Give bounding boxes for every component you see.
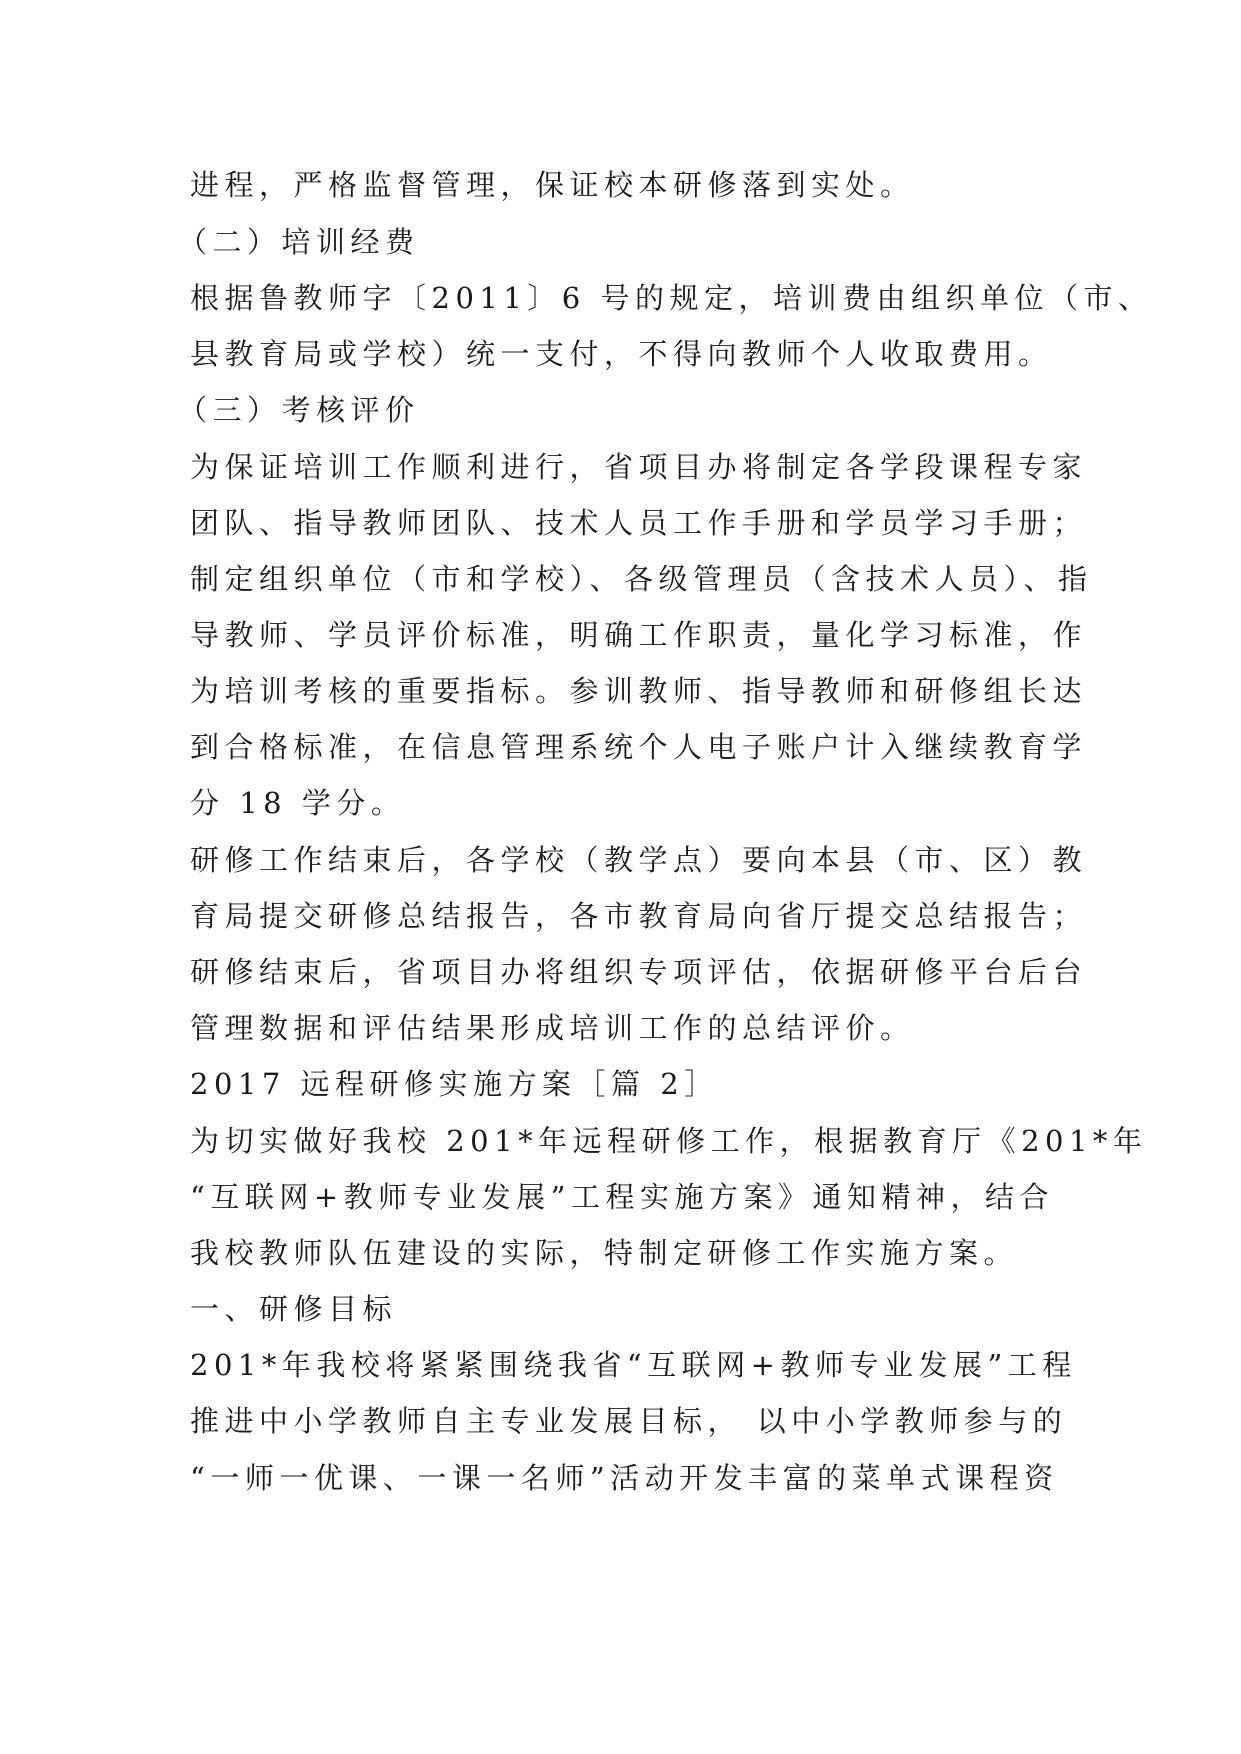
text-line: 制定组织单位（市和学校）、各级管理员（含技术人员）、指 bbox=[190, 562, 1093, 596]
text-line: 分 18 学分。 bbox=[190, 786, 406, 820]
text-line: 育局提交研修总结报告，各市教育局向省厅提交总结报告； bbox=[190, 899, 1088, 933]
text-line: 为培训考核的重要指标。参训教师、指导教师和研修组长达 bbox=[190, 674, 1088, 708]
text-line: 研修结束后，省项目办将组织专项评估，依据研修平台后台 bbox=[190, 955, 1088, 989]
text-line: 导教师、学员评价标准，明确工作职责，量化学习标准，作 bbox=[190, 618, 1088, 652]
text-line: 到合格标准，在信息管理系统个人电子账户计入继续教育学 bbox=[190, 730, 1088, 764]
text-line: 201*年我校将紧紧围绕我省“互联网+教师专业发展”工程 bbox=[190, 1348, 1077, 1382]
text-line: “一师一优课、一课一名师”活动开发丰富的菜单式课程资 bbox=[190, 1461, 1059, 1495]
text-line: 管理数据和评估结果形成培训工作的总结评价。 bbox=[190, 1011, 915, 1045]
text-line: 为切实做好我校 201*年远程研修工作，根据教育厅《201*年 bbox=[190, 1124, 1148, 1158]
text-line: 为保证培训工作顺利进行，省项目办将制定各学段课程专家 bbox=[190, 450, 1088, 484]
text-line: 研修工作结束后，各学校（教学点）要向本县（市、区）教 bbox=[190, 843, 1088, 877]
text-line: 团队、指导教师团队、技术人员工作手册和学员学习手册； bbox=[190, 506, 1088, 540]
text-line: 进程，严格监督管理，保证校本研修落到实处。 bbox=[190, 168, 915, 202]
section-heading: （三）考核评价 bbox=[178, 393, 420, 427]
text-line: 根据鲁教师字〔2011〕6 号的规定，培训费由组织单位（市、 bbox=[190, 281, 1153, 315]
section-heading: （二）培训经费 bbox=[178, 225, 420, 259]
section-title: 2017 远程研修实施方案［篇 2］ bbox=[190, 1067, 719, 1101]
text-line: 推进中小学教师自主专业发展目标， 以中小学教师参与的 bbox=[190, 1404, 1068, 1438]
text-line: 县教育局或学校）统一支付，不得向教师个人收取费用。 bbox=[190, 337, 1053, 371]
section-heading: 一、研修目标 bbox=[190, 1292, 398, 1326]
text-line: “互联网+教师专业发展”工程实施方案》通知精神，结合 bbox=[190, 1180, 1054, 1214]
text-line: 我校教师队伍建设的实际，特制定研修工作实施方案。 bbox=[190, 1236, 1019, 1270]
